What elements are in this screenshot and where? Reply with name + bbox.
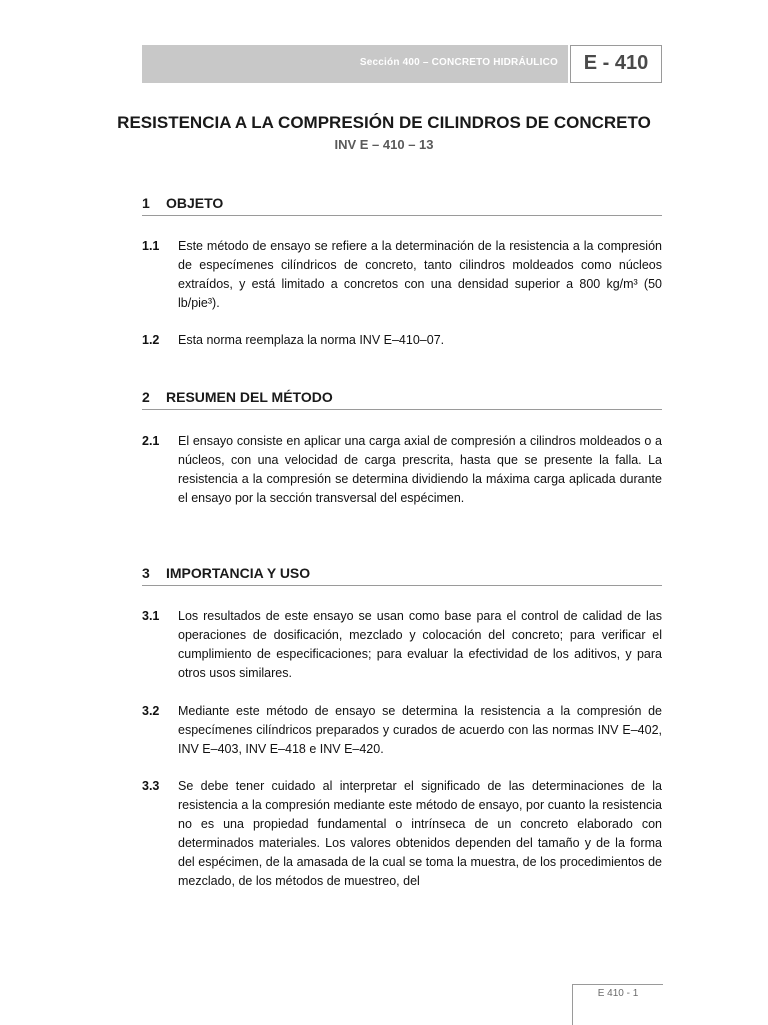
paragraph-3-3 [142,777,662,891]
paragraph-text: Los resultados de este ensayo se usan como base para el control de calidad de las operaciones de dosificación, mezclado y colocación del concreto; para verificar el cumplimiento de especificaciones; para evaluar la efectividad de los aditivos, y para otros usos similares. [178,609,662,680]
paragraph-3-2 [142,702,662,759]
page-number: E 410 - 1 [597,988,639,999]
paragraph-1-1 [142,237,662,313]
paragraph-number: 3.2 [142,704,160,718]
section-heading-objeto [142,195,662,216]
paragraph-number: 1.1 [142,239,160,253]
section-title: RESUMEN DEL MÉTODO [166,389,333,405]
paragraph-3-1 [142,607,662,683]
section-number: 3 [142,565,150,581]
page-header [142,45,662,83]
paragraph-1-2 [142,331,662,350]
paragraph-text: Se debe tener cuidado al interpretar el significado de las determinaciones de la resistencia a la compresión mediante este método de ensayo, por cuanto la resistencia no es una propiedad fundamental o intrínseca de un concreto elaborado con determinados materiales. Los valores obtenidos dependen del tamaño y de la forma del espécimen, de la amasada de la cual se toma la muestra, de los procedimientos de mezclado, de los métodos de muestreo, del [178,779,662,888]
paragraph-number: 1.2 [142,333,160,347]
section-heading-resumen [142,389,662,410]
section-number: 2 [142,389,150,405]
section-title: OBJETO [166,195,224,211]
header-code-box [570,45,662,83]
paragraph-number: 3.1 [142,609,160,623]
header-section-label: Sección 400 – CONCRETO HIDRÁULICO [359,57,558,68]
paragraph-number: 2.1 [142,434,160,448]
paragraph-text: Mediante este método de ensayo se determina la resistencia a la compresión de especímenes cilíndricos preparados y curados de acuerdo con las normas INV E–402, INV E–403, INV E–418 e INV E–420. [178,704,662,756]
paragraph-number: 3.3 [142,779,160,793]
paragraph-text: Este método de ensayo se refiere a la determinación de la resistencia a la compresión de especímenes cilíndricos de concreto, tanto cilindros moldeados como núcleos extraídos, y está limitado a concretos con una densidad superior a 800 kg/m³ (50 lb/pie³). [178,239,662,310]
paragraph-2-1 [142,432,662,508]
section-heading-importancia [142,565,662,586]
document-subtitle: INV E – 410 – 13 [334,137,434,152]
page-footer [572,984,663,1025]
section-title: IMPORTANCIA Y USO [166,565,311,581]
paragraph-text: Esta norma reemplaza la norma INV E–410–07. [178,333,445,347]
header-code: E - 410 [583,52,649,74]
section-number: 1 [142,195,150,211]
header-bar [142,45,568,83]
document-title: RESISTENCIA A LA COMPRESIÓN DE CILINDROS DE CONCRETO [117,113,651,132]
paragraph-text: El ensayo consiste en aplicar una carga axial de compresión a cilindros moldeados o a núcleos, con una velocidad de carga prescrita, hasta que se presente la falla. La resistencia a la compresión se determina dividiendo la máxima carga aplicada durante el ensayo por la sección transversal del espécimen. [178,434,662,505]
